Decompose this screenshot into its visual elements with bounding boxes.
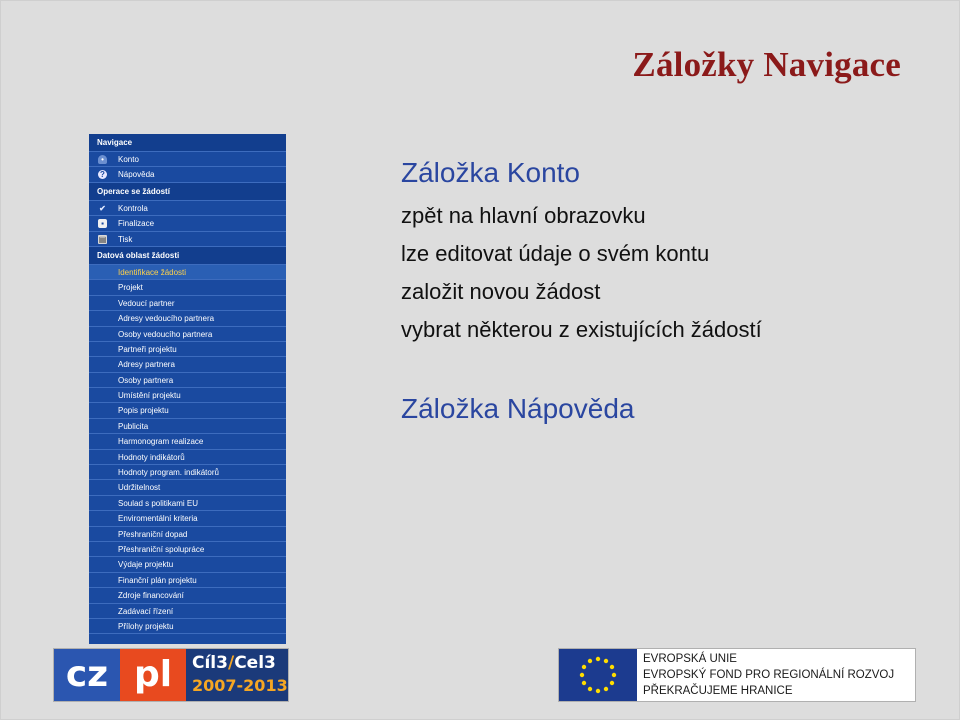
nav-item[interactable] [89,604,286,619]
nav-item[interactable] [89,327,286,342]
nav-item-label: Finanční plán projektu [118,575,197,585]
logo-slash: / [227,653,235,673]
eu-flag-icon [559,649,637,701]
navigation-panel [89,134,286,644]
eu-line-2: EVROPSKÝ FOND PRO REGIONÁLNÍ ROZVOJ [643,669,895,681]
nav-item[interactable] [89,511,286,526]
nav-item-label: Adresy partnera [118,360,175,370]
nav-item-label: Osoby partnera [118,375,174,385]
nav-item[interactable] [89,232,286,247]
nav-item-label: Hodnoty indikátorů [118,452,185,462]
nav-item[interactable] [89,465,286,480]
nav-item-label: Harmonogram realizace [118,437,204,447]
check-icon: ✔ [99,203,106,213]
nav-item[interactable] [89,573,286,588]
nav-item[interactable] [89,152,286,167]
eu-logo [558,648,916,702]
nav-item-label: Nápověda [118,170,155,180]
nav-item[interactable] [89,167,286,182]
nav-item-label: Přílohy projektu [118,621,174,631]
nav-item[interactable] [89,388,286,403]
nav-item-label: Vedoucí partner [118,298,175,308]
nav-item-label: Umístění projektu [118,391,181,401]
nav-item-label: Popis projektu [118,406,169,416]
nav-item[interactable] [89,311,286,326]
nav-item-label: Udržitelnost [118,483,161,493]
eu-line-3: PŘEKRAČUJEME HRANICE [643,685,793,697]
nav-item-label: Výdaje projektu [118,560,174,570]
text-line: zpět na hlavní obrazovku [401,203,646,228]
nav-item-label: Přeshraniční spolupráce [118,544,205,554]
nav-item-label: Enviromentální kriteria [118,514,198,524]
print-icon: ▤ [98,234,107,244]
nav-section-header[interactable]: Operace se žádostí [89,183,286,201]
text-line: vybrat některou z existujících žádostí [401,317,762,342]
eu-stars-icon [559,649,637,701]
slide-title: Záložky Navigace [632,45,901,84]
nav-item[interactable] [89,496,286,511]
nav-item-label: Kontrola [118,203,148,213]
logo-pl-text: pl [120,649,186,701]
nav-item[interactable] [89,619,286,634]
nav-item[interactable] [89,265,286,280]
nav-item-label: Hodnoty program. indikátorů [118,468,219,478]
user-icon: • [98,155,107,164]
logo-cil2: Cel3 [234,653,276,673]
logo-cz-text: cz [54,649,120,701]
eu-line-1: EVROPSKÁ UNIE [643,653,737,665]
logo-cil1: Cíl3 [192,653,228,673]
nav-item-label: Přeshraniční dopad [118,529,188,539]
nav-item-label: Soulad s politikami EU [118,498,199,508]
nav-item[interactable] [89,434,286,449]
nav-item-label: Finalizace [118,219,155,229]
text-block [401,157,762,349]
eu-text [643,651,894,699]
nav-item[interactable] [89,201,286,216]
lock-icon: ▪ [98,219,107,228]
nav-item[interactable] [89,342,286,357]
nav-item-label: Tisk [118,234,133,244]
nav-item-label: Publicita [118,421,149,431]
heading-napoveda: Záložka Nápověda [401,393,635,424]
nav-item-label: Adresy vedoucího partnera [118,314,215,324]
nav-item[interactable] [89,280,286,295]
nav-item[interactable] [89,373,286,388]
nav-item-label: Konto [118,155,139,164]
nav-item[interactable] [89,527,286,542]
text-line: lze editovat údaje o svém kontu [401,241,710,266]
nav-item[interactable] [89,419,286,434]
nav-item[interactable] [89,480,286,495]
nav-item-label: Identifikace žádosti [118,267,187,277]
nav-item[interactable] [89,557,286,572]
heading-konto: Záložka Konto [401,157,580,188]
nav-item[interactable] [89,357,286,372]
nav-item-label: Zadávací řízení [118,606,174,616]
nav-section-header[interactable]: Datová oblast žádosti [89,247,286,265]
nav-item[interactable] [89,216,286,231]
nav-section-header[interactable]: Navigace [89,134,286,152]
nav-item[interactable] [89,296,286,311]
logo-cil-text [192,653,288,673]
nav-item-label: Osoby vedoucího partnera [118,329,213,339]
help-icon: ? [98,170,107,179]
logo-years: 2007‑2013 [192,676,288,695]
nav-item-label: Projekt [118,283,143,293]
nav-item[interactable] [89,588,286,603]
text-line: založit novou žádost [401,279,601,304]
nav-item[interactable] [89,450,286,465]
czpl-logo [53,648,289,702]
nav-item-label: Zdroje financování [118,591,184,601]
nav-item-label: Partneři projektu [118,344,177,354]
nav-item[interactable] [89,542,286,557]
nav-item[interactable] [89,403,286,418]
